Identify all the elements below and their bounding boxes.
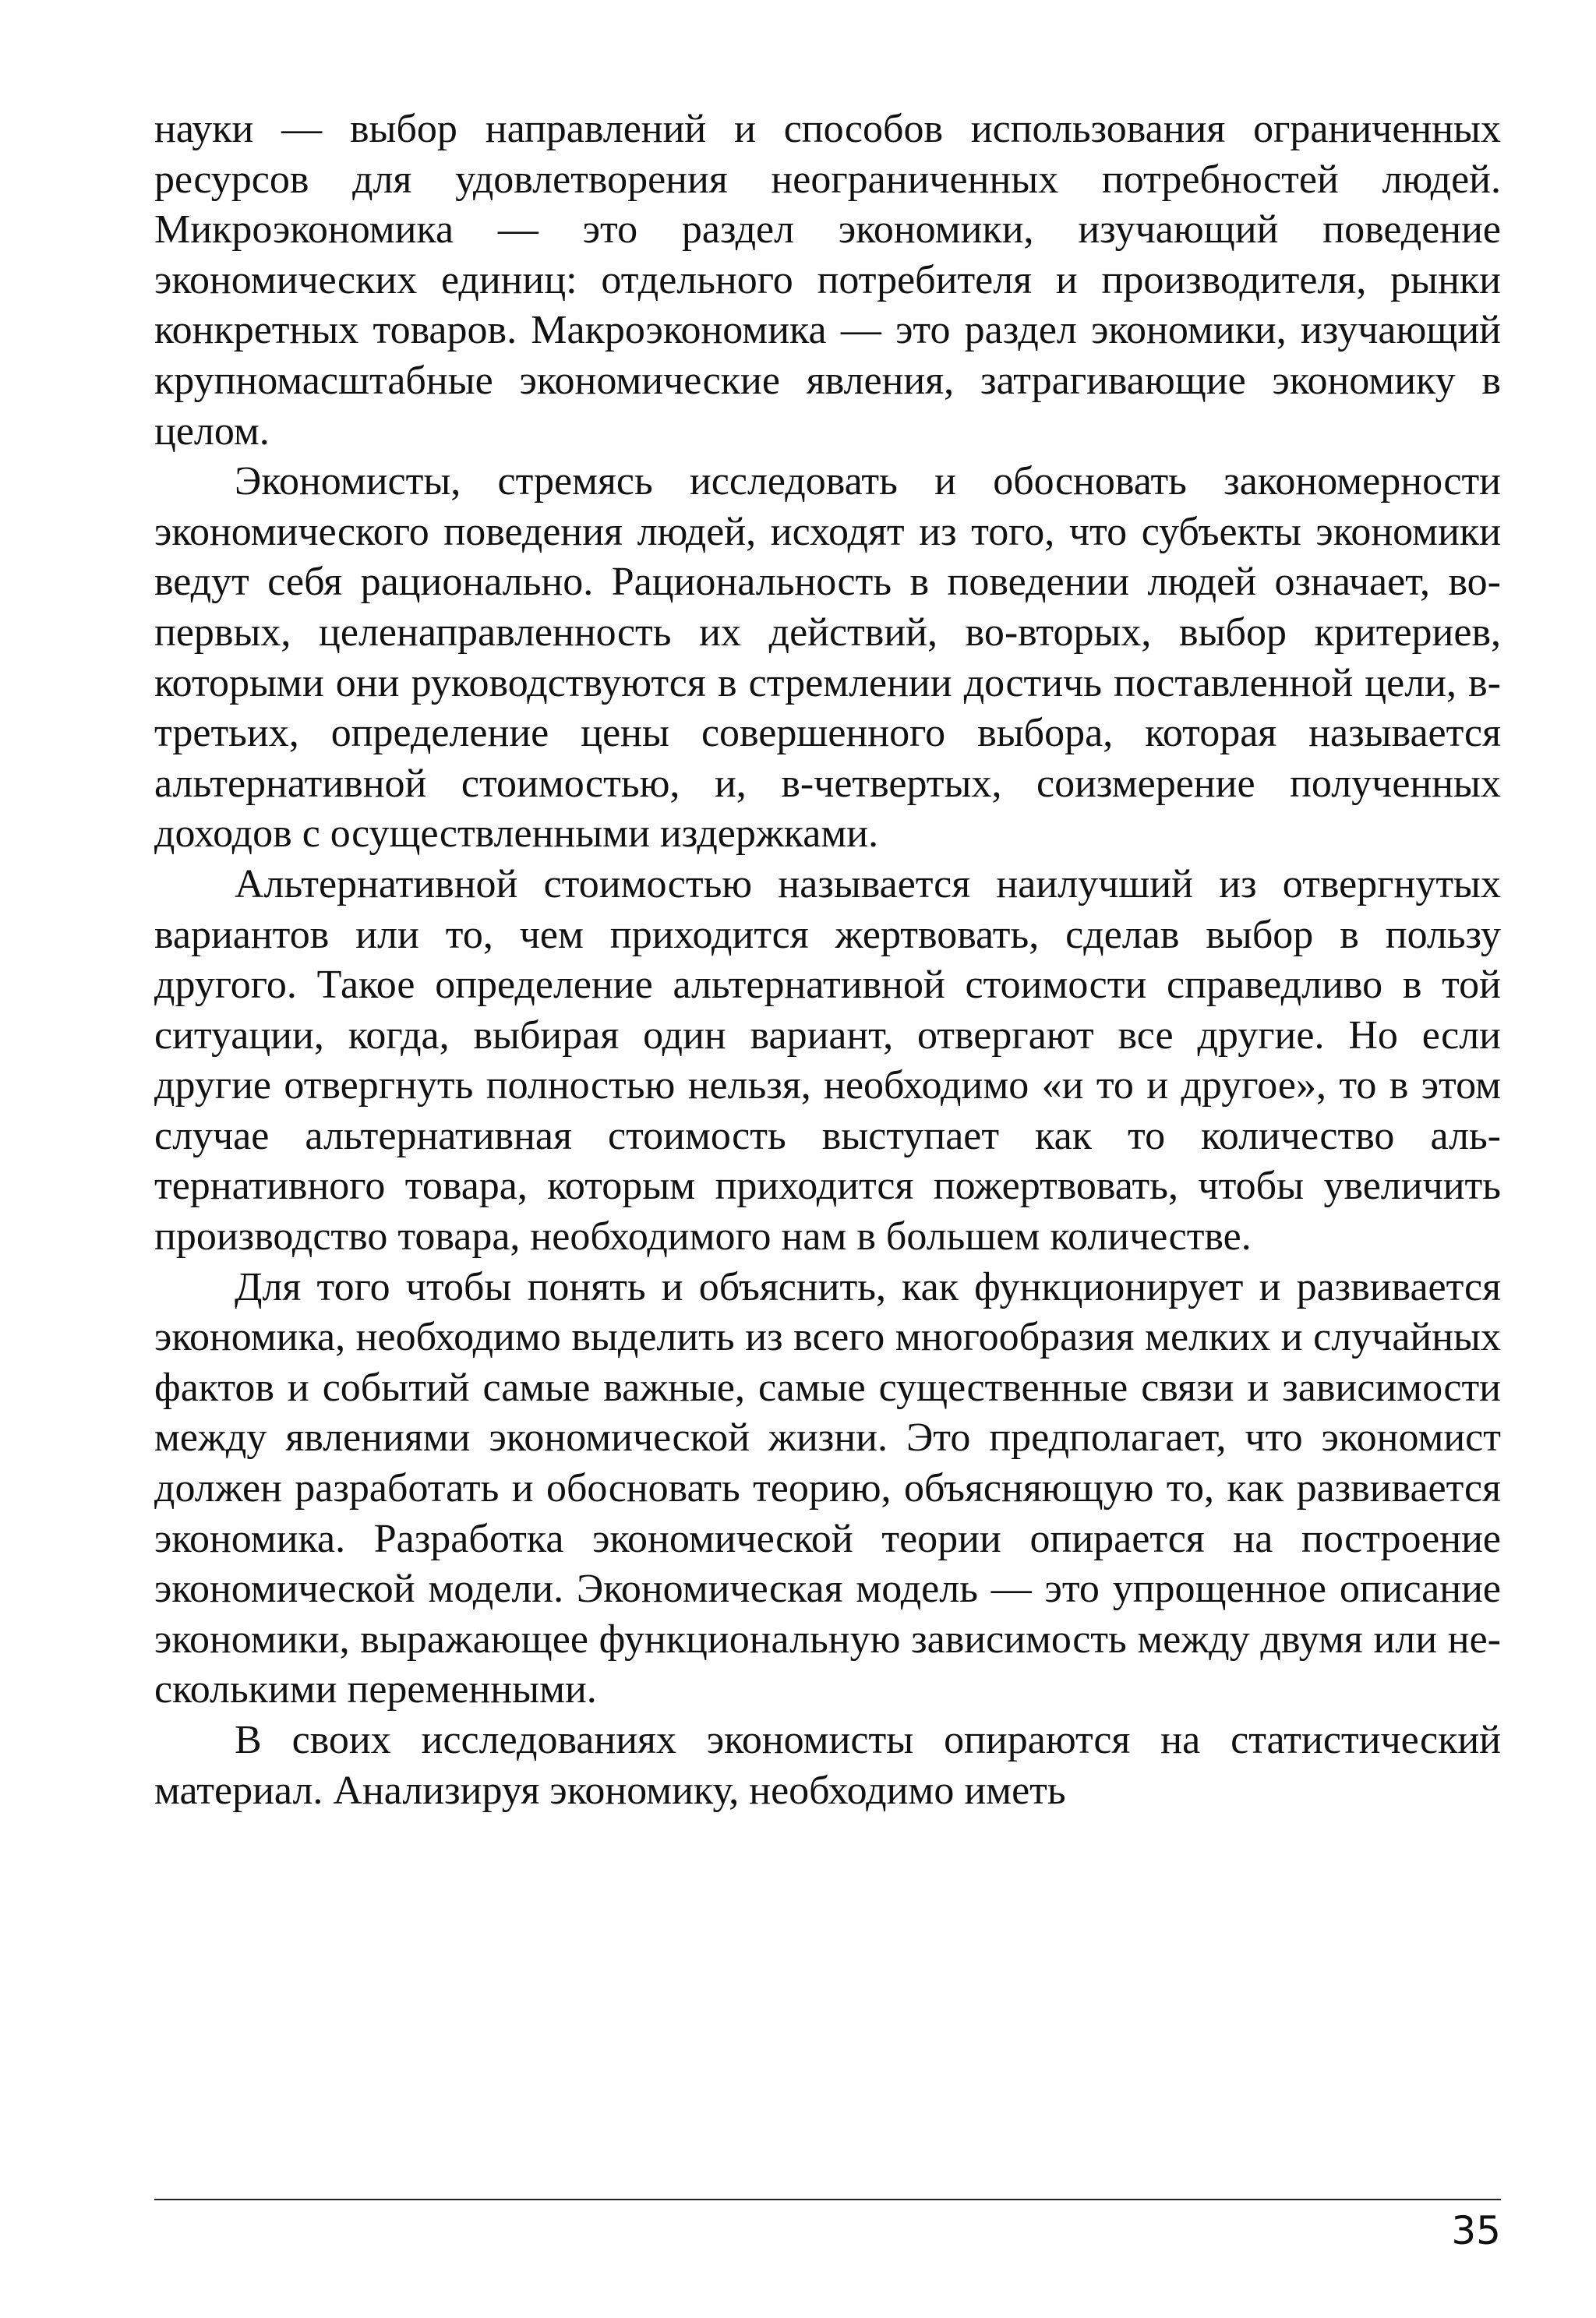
paragraph-rational-behavior: Экономисты, стремясь исследовать и обосновать закономерности экономического поведения людей, исходят из того, что субъекты экономики ведут себя рационально. Рациональность в поведении людей означает, во-первых, целенаправленность их действий, во-вторых, выбор критериев, которыми они руководствуются в стремлении достичь поставленной цели, в-третьих, определение цены совершенного выбора, которая называется альтернативной стоимостью, и, в-четвертых, соизмерение полученных доходов с осуществленными издержками.: [154, 459, 1501, 857]
paragraph-opportunity-cost: Альтернативной стоимостью называется наилучший из отвергнутых вариантов или то, чем приходится жертвовать, сделав выбор в пользу другого. Такое определение альтернативной стоимости справедливо в той ситуации, когда, выбирая один вариант, отвергают все другие. Но если другие отвергнуть полностью нельзя, необходимо «и то и другое», то в этом случае альтернативная стоимость выступает как то количество альтернативного товара, которым приходится пожертвовать, чтобы увеличить производство товара, необходимого нам в большем количестве.: [154, 861, 1501, 1260]
paragraph-statistics: В своих исследованиях экономисты опираются на статистический материал. Анализируя экономику, необходимо иметь: [154, 1718, 1501, 1813]
page-number: 35: [1451, 2208, 1501, 2253]
paragraph-continuation: науки — выбор направлений и способов использования ограниченных ресурсов для удовлетворения неограниченных потребностей людей. Микроэкономика — это раздел экономики, изучающий поведение экономических единиц: отдельного потребителя и производителя, рынки конкретных товаров. Макроэкономика — это раздел экономики, изучающий крупномасштабные экономические явления, затрагивающие экономику в целом.: [154, 107, 1501, 454]
paragraph-economic-model: Для того чтобы понять и объяснить, как функционирует и развивается экономика, необходимо выделить из всего многообразия мелких и случайных фактов и событий самые важные, самые существенные связи и зависимости между явлениями экономической жизни. Это предполагает, что экономист должен разработать и обосновать теорию, объясняющую то, как развивается экономика. Разработка экономической теории опирается на построение экономической модели. Экономическая модель — это упрощенное описание экономики, выражающее функциональную зависимость между двумя или несколькими переменными.: [154, 1264, 1501, 1712]
body-text: [154, 104, 1501, 1816]
footer-rule: [154, 2199, 1501, 2200]
